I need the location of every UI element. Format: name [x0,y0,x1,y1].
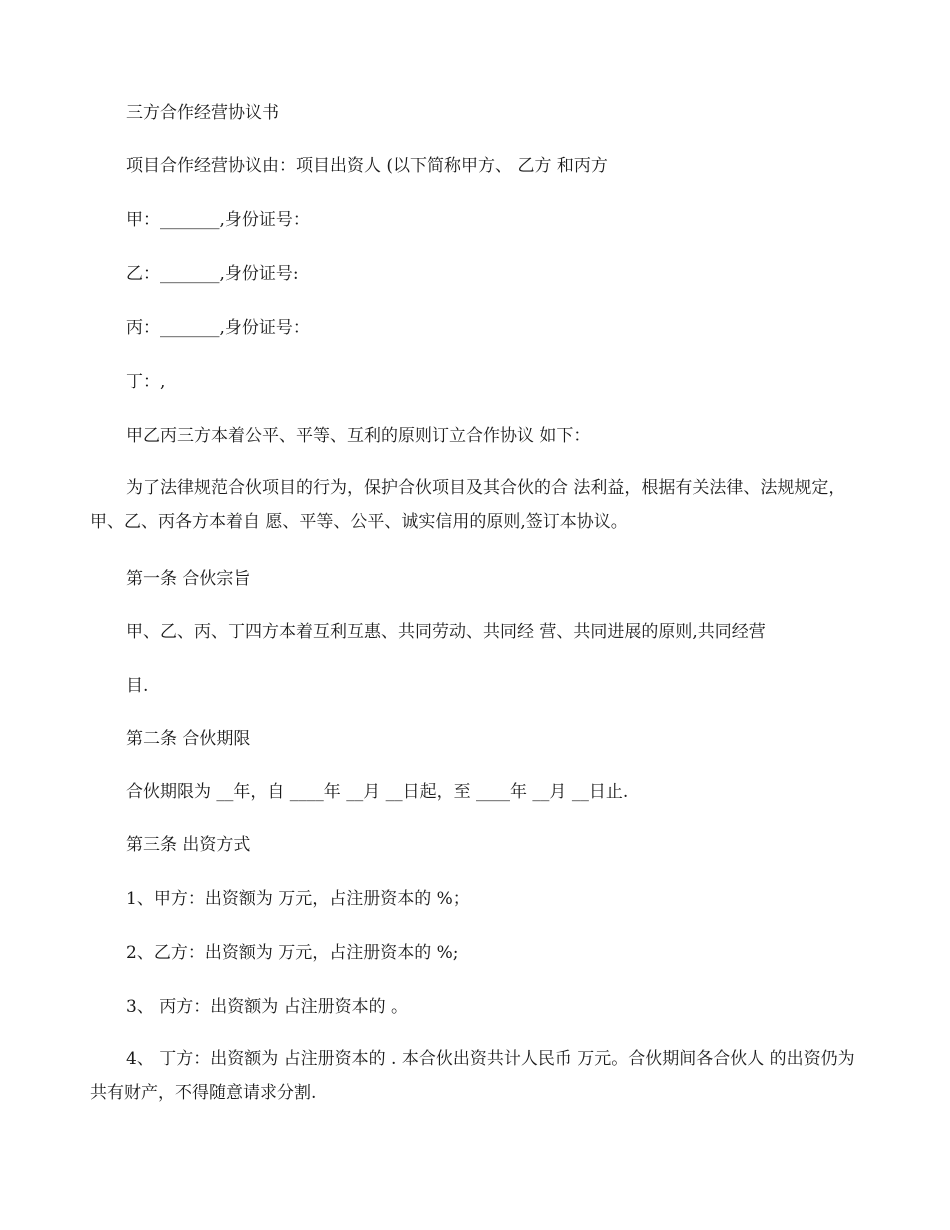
paragraph-party-a: 甲：_______,身份证号： [126,210,310,230]
list-item-party-a-contribution: 1、甲方：出资额为 万元，占注册资本的 %； [126,889,470,909]
list-item-party-c-contribution: 3、 丙方：出资额为 占注册资本的 。 [126,997,409,1017]
document-title: 三方合作经营协议书 [126,103,279,123]
heading-article-1: 第一条 合伙宗旨 [126,569,251,589]
paragraph-purpose-statement: 为了法律规范合伙项目的行为，保护合伙项目及其合伙的合 法利益，根据有关法律、法规规定，甲、乙、丙各方本着自 愿、平等、公平、诚实信用的原则,签订本协议。 [90,478,846,532]
paragraph-article-2-body: 合伙期限为 __年，自 ____年 __月 __日起，至 ____年 __月 __日止. [126,782,629,802]
heading-article-3: 第三条 出资方式 [126,835,251,855]
paragraph-article-1-continuation: 目. [126,676,149,696]
paragraph-party-c: 丙：_______,身份证号： [126,318,310,338]
paragraph-party-d: 丁：, [126,372,166,392]
list-item-party-b-contribution: 2、乙方：出资额为 万元，占注册资本的 %; [126,943,459,963]
list-item-party-d-contribution: 4、 丁方：出资额为 占注册资本的 . 本合伙出资共计人民币 万元。合伙期间各合伙人 的出资仍为共有财产，不得随意请求分割. [90,1049,855,1103]
paragraph-intro: 项目合作经营协议由：项目出资人 (以下简称甲方、 乙方 和丙方 [126,156,608,176]
paragraph-agreement-basis: 甲乙丙三方本着公平、平等、互利的原则订立合作协议 如下： [126,426,591,446]
heading-article-2: 第二条 合伙期限 [126,729,251,749]
paragraph-party-b: 乙：_______,身份证号: [126,264,299,284]
paragraph-article-1-body: 甲、乙、丙、丁四方本着互利互惠、共同劳动、共同经 营、共同进展的原则,共同经营 [126,622,766,642]
